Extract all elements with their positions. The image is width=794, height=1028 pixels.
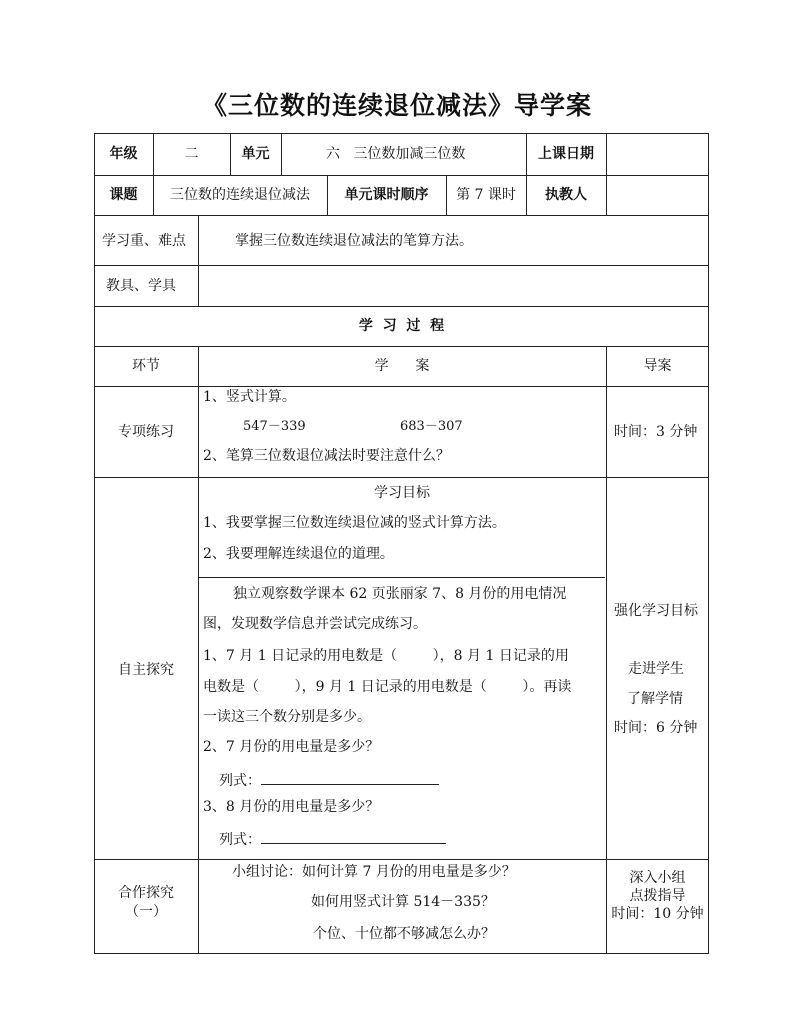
date-label: 上课日期 [538, 146, 594, 162]
formula-row-1 [219, 769, 439, 790]
formula-row-2 [219, 828, 446, 849]
practice-expr2: 683－307 [400, 419, 463, 434]
coop-line-2: 如何用竖式计算 514－335？ [311, 894, 495, 910]
unit-value: 六 三位数加减三位数 [326, 146, 466, 162]
explore-intro-line1: 独立观察数学课本 62 页张丽家 7、8 月份的用电情况 [233, 586, 567, 602]
grade-label: 年级 [109, 146, 138, 162]
formula-label: 列式： [219, 773, 261, 789]
explore-q1-line3: 一读这三个数分别是多少。 [203, 709, 371, 725]
coop-line-1: 小组讨论：如何计算 7 月份的用电量是多少？ [232, 864, 516, 880]
grade-value: 二 [184, 146, 199, 162]
explore-label: 自主探究 [118, 662, 174, 678]
explore-guide-3: 了解学情 [627, 691, 683, 707]
col-plan-header: 学 案 [374, 358, 430, 374]
explore-guide-4: 时间：6 分钟 [614, 720, 698, 736]
formula-blank-2[interactable] [261, 828, 446, 844]
teacher-label: 执教人 [545, 187, 587, 203]
formula-blank-1[interactable] [261, 769, 439, 785]
coop-guide-3: 时间：10 分钟 [611, 906, 704, 922]
practice-label: 专项练习 [118, 424, 174, 440]
unit-label: 单元 [241, 146, 270, 162]
explore-q1-line1: 1、7 月 1 日记录的用电数是（ ），8 月 1 日记录的用 [203, 648, 569, 664]
page-title: 《三位数的连续退位减法》导学案 [201, 91, 592, 120]
practice-q2: 2、笔算三位数退位减法时要注意什么？ [203, 448, 450, 464]
topic-label: 课题 [109, 187, 138, 203]
goal-1: 1、我要掌握三位数连续退位减的竖式计算方法。 [203, 515, 506, 531]
explore-q2: 2、7 月份的用电量是多少？ [203, 739, 380, 755]
tools-label: 教具、学具 [106, 278, 176, 294]
process-title: 学 习 过 程 [358, 318, 445, 334]
col-link-header: 环节 [132, 358, 160, 374]
explore-intro-line2: 图，发现数学信息并尝试完成练习。 [203, 616, 427, 632]
explore-guide-1: 强化学习目标 [614, 603, 698, 619]
col-guide-header: 导案 [643, 358, 672, 374]
key-points-value: 掌握三位数连续退位减法的笔算方法。 [235, 233, 473, 249]
goal-2: 2、我要理解连续退位的道理。 [203, 546, 394, 562]
coop-line-3: 个位、十位都不够减怎么办？ [313, 926, 495, 942]
coop-guide-2: 点拨指导 [629, 888, 686, 904]
goals-title: 学习目标 [374, 485, 430, 501]
explore-q3: 3、8 月份的用电量是多少？ [203, 799, 380, 815]
coop-label-1: 合作探究 [118, 885, 174, 901]
practice-q1: 1、竖式计算。 [203, 389, 296, 405]
coop-guide-1: 深入小组 [629, 870, 686, 886]
explore-guide-2: 走进学生 [628, 661, 684, 677]
order-label: 单元课时顺序 [344, 187, 429, 203]
order-value: 第 7 课时 [456, 187, 516, 203]
explore-q1-line2: 电数是（ ），9 月 1 日记录的用电数是（ ）。再读 [203, 679, 572, 695]
coop-label-2: （一） [125, 904, 167, 920]
practice-guide: 时间：3 分钟 [614, 424, 698, 440]
formula-label: 列式： [219, 832, 261, 848]
topic-value: 三位数的连续退位减法 [170, 187, 310, 203]
practice-expr1: 547－339 [243, 419, 306, 434]
key-points-label: 学习重、难点 [102, 233, 186, 249]
